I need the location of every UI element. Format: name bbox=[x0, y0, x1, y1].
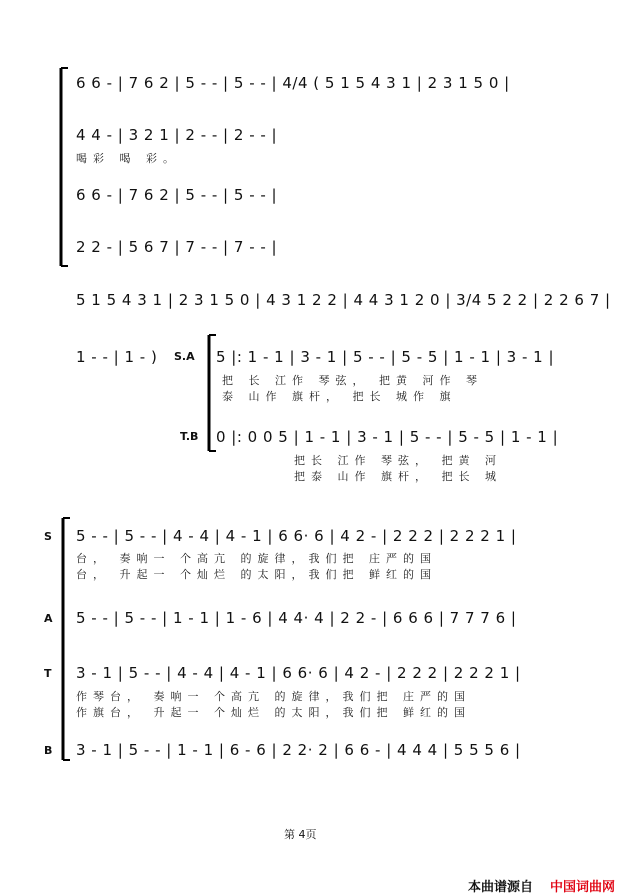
lyric-4-s-2: 台， 升起一 个灿烂 的太阳，我们把 鲜红的国 bbox=[76, 568, 437, 581]
staff-4-a: 5 - - | 5 - - | 1 - 1 | 1 - 6 | 4 4· 4 | 2 2 - | 6 6 6 | 7 7 7 6 | bbox=[76, 609, 517, 627]
staff-4-b: 3 - 1 | 5 - - | 1 - 1 | 6 - 6 | 2 2· 2 | 6 6 - | 4 4 4 | 5 5 5 6 | bbox=[76, 741, 521, 759]
part-label-a: A bbox=[44, 612, 53, 625]
source-prefix: 本曲谱源自 bbox=[468, 880, 534, 895]
lyric-3-sa-1: 把 长 江作 琴弦， 把黄 河作 琴 bbox=[222, 374, 483, 387]
staff-4-s: 5 - - | 5 - - | 4 - 4 | 4 - 1 | 6 6· 6 | 4 2 - | 2 2 2 | 2 2 2 1 | bbox=[76, 527, 517, 545]
lyric-3-tb-1: 把长 江作 琴弦， 把黄 河 bbox=[294, 454, 502, 467]
staff-3-sa: 5 |: 1 - 1 | 3 - 1 | 5 - - | 5 - 5 | 1 - 1 | 3 - 1 | bbox=[216, 348, 555, 366]
part-label-b: B bbox=[44, 744, 53, 757]
staff-1-3: 6 6 - | 7 6 2 | 5 - - | 5 - - | bbox=[76, 186, 278, 204]
staff-3-tb: 0 |: 0 0 5 | 1 - 1 | 3 - 1 | 5 - - | 5 - 5 | 1 - 1 | bbox=[216, 428, 559, 446]
part-label-tb: T.B bbox=[180, 430, 199, 443]
source-site-link[interactable]: 中国词曲网 bbox=[550, 880, 616, 895]
staff-1-1: 6 6 - | 7 6 2 | 5 - - | 5 - - | 4/4 ( 5 1 5 4 3 1 | 2 3 1 5 0 | bbox=[76, 74, 510, 92]
page-number: 第 4页 bbox=[284, 828, 317, 841]
staff-1-4: 2 2 - | 5 6 7 | 7 - - | 7 - - | bbox=[76, 238, 278, 256]
lyric-3-sa-2: 泰 山作 旗杆， 把长 城作 旗 bbox=[222, 390, 457, 403]
staff-2-1: 5 1 5 4 3 1 | 2 3 1 5 0 | 4 3 1 2 2 | 4 4 3 1 2 0 | 3/4 5 2 2 | 2 2 6 7 | bbox=[76, 291, 611, 309]
lyric-4-s-1: 台， 奏响一 个高亢 的旋律，我们把 庄严的国 bbox=[76, 552, 437, 565]
lyric-3-tb-2: 把泰 山作 旗杆， 把长 城 bbox=[294, 470, 502, 483]
lyric-4-t-2: 作旗台， 升起一 个灿烂 的太阳，我们把 鲜红的国 bbox=[76, 706, 471, 719]
lyric-4-t-1: 作琴台， 奏响一 个高亢 的旋律，我们把 庄严的国 bbox=[76, 690, 471, 703]
part-label-sa: S.A bbox=[174, 350, 195, 363]
part-label-s: S bbox=[44, 530, 52, 543]
staff-1-2: 4 4 - | 3 2 1 | 2 - - | 2 - - | bbox=[76, 126, 278, 144]
staff-4-t: 3 - 1 | 5 - - | 4 - 4 | 4 - 1 | 6 6· 6 | 4 2 - | 2 2 2 | 2 2 2 1 | bbox=[76, 664, 521, 682]
staff-3-prefix: 1 - - | 1 - ) bbox=[76, 348, 158, 366]
system-1-bracket bbox=[56, 66, 70, 268]
part-label-t: T bbox=[44, 667, 52, 680]
lyric-1-2: 喝彩 喝 彩。 bbox=[76, 152, 180, 165]
system-4-bracket bbox=[58, 516, 72, 762]
